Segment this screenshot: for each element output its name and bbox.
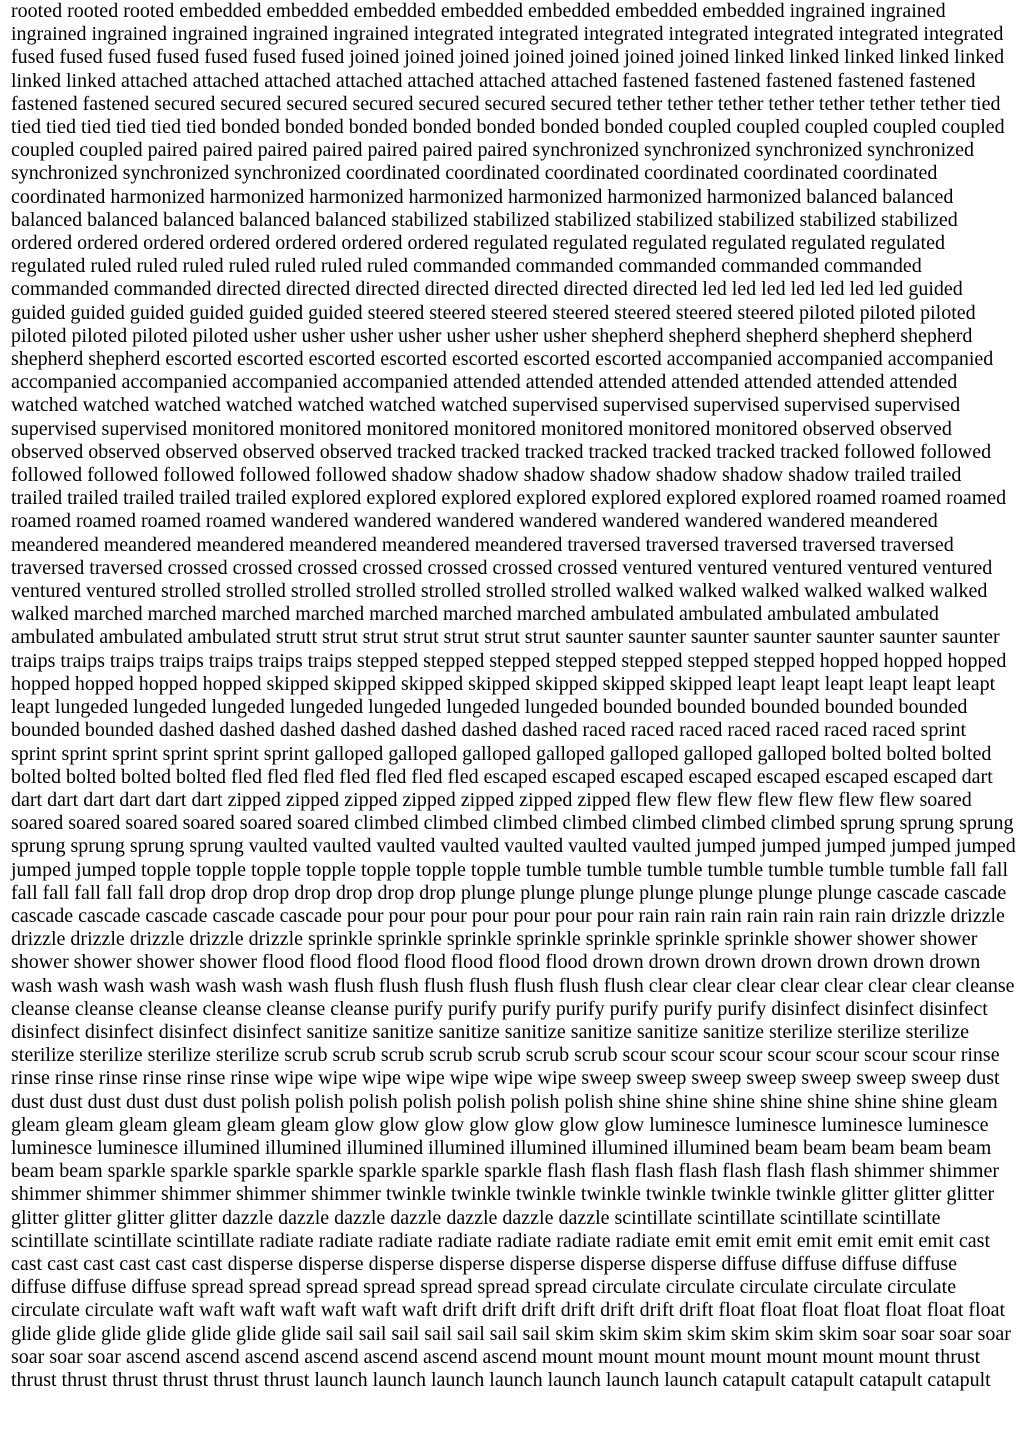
body-text: rooted rooted rooted embedded embedded embedded embedded embedded embedded embedded ingrained ingrained ingrained ingrained ingrained ingrained ingrained integrated integrated integrated integrated integrated integrated integrated fused fused fused fused fused fused fused joined joined joined joined joined joined joined linked linked linked linked linked linked linked attached attached attached attached attached attached attached fastened fastened fastened fastened fastened fastened fastened secured secured secured secured secured secured secured tether tether tether tether tether tether tether tied tied tied tied tied tied tied bonded bonded bonded bonded bonded bonded bonded coupled coupled coupled coupled coupled coupled coupled paired paired paired paired paired paired paired synchronized synchronized synchronized synchronized synchronized synchronized synchronized coordinated coordinated coordinated coordinated coordinated coordinated coordinated harmonized harmonized harmonized harmonized harmonized harmonized harmonized balanced balanced balanced balanced balanced balanced balanced stabilized stabilized stabilized stabilized stabilized stabilized stabilized ordered ordered ordered ordered ordered ordered ordered regulated regulated regulated regulated regulated regulated regulated ruled ruled ruled ruled ruled ruled ruled commanded commanded commanded commanded commanded commanded commanded directed directed directed directed directed directed directed led led led led led led led guided guided guided guided guided guided guided steered steered steered steered steered steered steered piloted piloted piloted piloted piloted piloted piloted usher usher usher usher usher usher usher shepherd shepherd shepherd shepherd shepherd shepherd shepherd escorted escorted escorted escorted escorted escorted escorted accompanied accompanied accompanied accompanied accompanied accompanied accompanied attended attended attended attended attended attended attended watched watched watched watched watched watched watched supervised supervised supervised supervised supervised supervised supervised monitored monitored monitored monitored monitored monitored monitored observed observed observed observed observed observed observed tracked tracked tracked tracked tracked tracked tracked followed followed followed followed followed followed followed shadow shadow shadow shadow shadow shadow shadow trailed trailed trailed trailed trailed trailed trailed explored explored explored explored explored explored explored roamed roamed roamed roamed roamed roamed roamed wandered wandered wandered wandered wandered wandered wandered meandered meandered meandered meandered meandered meandered meandered traversed traversed traversed traversed traversed traversed traversed crossed crossed crossed crossed crossed crossed crossed ventured ventured ventured ventured ventured ventured ventured strolled strolled strolled strolled strolled strolled strolled walked walked walked walked walked walked walked marched marched marched marched marched marched marched ambulated ambulated ambulated ambulated ambulated ambulated ambulated strutt strut strut strut strut strut strut saunter saunter saunter saunter saunter saunter saunter traips traips traips traips traips traips traips stepped stepped stepped stepped stepped stepped stepped hopped hopped hopped hopped hopped hopped hopped skipped skipped skipped skipped skipped skipped skipped leapt leapt leapt leapt leapt leapt leapt lungeded lungeded lungeded lungeded lungeded lungeded lungeded bounded bounded bounded bounded bounded bounded bounded dashed dashed dashed dashed dashed dashed dashed raced raced raced raced raced raced raced sprint sprint sprint sprint sprint sprint sprint galloped galloped galloped galloped galloped galloped galloped bolted bolted bolted bolted bolted bolted bolted fled fled fled fled fled fled fled escaped escaped escaped escaped escaped escaped escaped dart dart dart dart dart dart dart zipped zipped zipped zipped zipped zipped zipped flew flew flew flew flew flew flew soared soared soared soared soared soared soared climbed climbed climbed climbed climbed climbed climbed sprung sprung sprung sprung sprung sprung sprung vaulted vaulted vaulted vaulted vaulted vaulted vaulted jumped jumped jumped jumped jumped jumped jumped topple topple topple topple topple topple topple tumble tumble tumble tumble tumble tumble tumble fall fall fall fall fall fall fall drop drop drop drop drop drop drop plunge plunge plunge plunge plunge plunge plunge cascade cascade cascade cascade cascade cascade cascade pour pour pour pour pour pour pour rain rain rain rain rain rain rain drizzle drizzle drizzle drizzle drizzle drizzle drizzle sprinkle sprinkle sprinkle sprinkle sprinkle sprinkle sprinkle shower shower shower shower shower shower shower flood flood flood flood flood flood flood drown drown drown drown drown drown drown wash wash wash wash wash wash wash flush flush flush flush flush flush flush clear clear clear clear clear clear clear cleanse cleanse cleanse cleanse cleanse cleanse cleanse purify purify purify purify purify purify purify disinfect disinfect disinfect disinfect disinfect disinfect disinfect sanitize sanitize sanitize sanitize sanitize sanitize sanitize sterilize sterilize sterilize sterilize sterilize sterilize sterilize scrub scrub scrub scrub scrub scrub scrub scour scour scour scour scour scour scour rinse rinse rinse rinse rinse rinse rinse wipe wipe wipe wipe wipe wipe wipe sweep sweep sweep sweep sweep sweep sweep dust dust dust dust dust dust dust polish polish polish polish polish polish polish shine shine shine shine shine shine shine gleam gleam gleam gleam gleam gleam gleam glow glow glow glow glow glow glow luminesce luminesce luminesce luminesce luminesce luminesce illumined illumined illumined illumined illumined illumined illumined beam beam beam beam beam beam beam sparkle sparkle sparkle sparkle sparkle sparkle sparkle flash flash flash flash flash flash flash shimmer shimmer shimmer shimmer shimmer shimmer shimmer twinkle twinkle twinkle twinkle twinkle twinkle twinkle glitter glitter glitter glitter glitter glitter glitter dazzle dazzle dazzle dazzle dazzle dazzle dazzle scintillate scintillate scintillate scintillate scintillate scintillate scintillate radiate radiate radiate radiate radiate radiate radiate emit emit emit emit emit emit emit cast cast cast cast cast cast cast disperse disperse disperse disperse disperse disperse disperse diffuse diffuse diffuse diffuse diffuse diffuse diffuse spread spread spread spread spread spread spread circulate circulate circulate circulate circulate circulate circulate waft waft waft waft waft waft waft drift drift drift drift drift drift drift float float float float float float float glide glide glide glide glide glide glide sail sail sail sail sail sail sail skim skim skim skim skim skim skim soar soar soar soar soar soar soar ascend ascend ascend ascend ascend ascend ascend mount mount mount mount mount mount mount thrust thrust thrust thrust thrust thrust thrust launch launch launch launch launch launch launch catapult catapult catapult catapult [11,0,1016,1391]
